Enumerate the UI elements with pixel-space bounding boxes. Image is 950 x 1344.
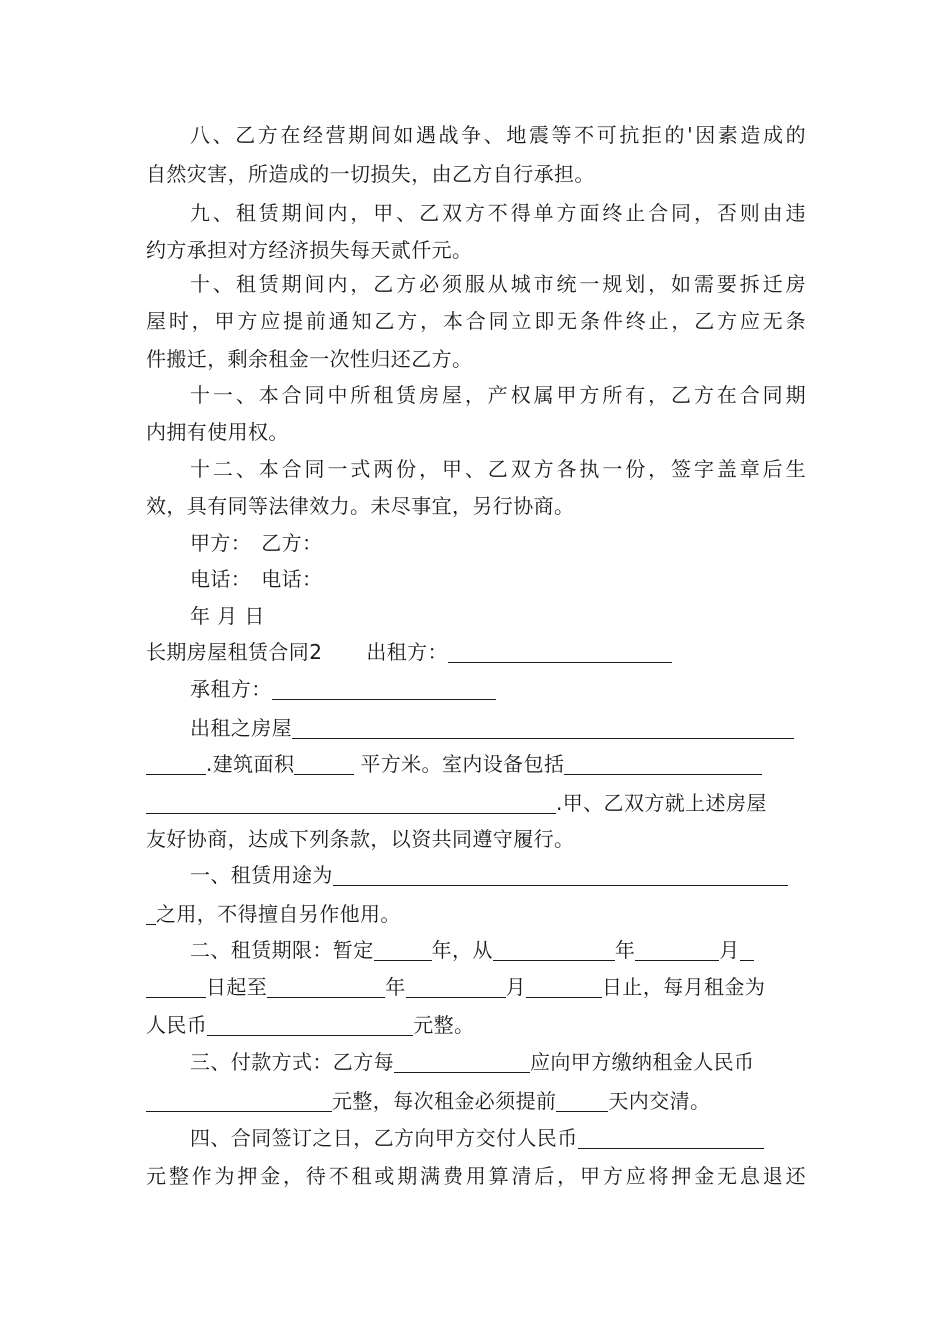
term-rent: 日止，每月租金为 [602, 975, 766, 999]
lessor-blank [448, 640, 672, 663]
lessee-label: 承租方： [190, 677, 272, 701]
house-blank [292, 716, 794, 739]
area-line [146, 747, 806, 781]
clause-12-line-1: 十二、本合同一式两份，甲、乙双方各执一份，签字盖章后生 [190, 457, 806, 481]
deposit-label: 四、合同签订之日，乙方向甲方交付人民币 [190, 1126, 578, 1150]
use-tail-line [146, 897, 806, 931]
deposit-line-1 [190, 1121, 806, 1155]
start-month-blank [635, 938, 719, 961]
house-line [190, 711, 806, 745]
negotiate-line-1 [146, 786, 806, 820]
area-unit: 平方米。室内设备包括 [360, 752, 565, 776]
rent-line [146, 1008, 806, 1042]
clause-9-line-2: 约方承担对方经济损失每天贰仟元。 [146, 238, 473, 262]
start-day-blank [740, 938, 754, 961]
use-blank [333, 863, 788, 886]
payment-line-1 [190, 1045, 806, 1079]
term-line-2 [146, 970, 806, 1004]
negotiate-text-1: .甲、乙双方就上述房屋 [556, 791, 767, 815]
pay-amount-blank [146, 1089, 332, 1112]
end-year-blank [267, 975, 385, 998]
party-b-label: 乙方： [261, 531, 323, 555]
deposit-amount-blank [578, 1126, 764, 1149]
start-year-blank [493, 938, 615, 961]
party-a-label: 甲方： [190, 531, 252, 555]
clause-10-line-3: 件搬迁，剩余租金一次性归还乙方。 [146, 347, 473, 371]
yuan-whole: 元整。 [413, 1013, 475, 1037]
pay-period-blank [394, 1050, 530, 1073]
clause-11-line-2: 内拥有使用权。 [146, 420, 289, 444]
use-blank-cont [146, 902, 156, 925]
phone-b-label: 电话： [261, 567, 323, 591]
rent-amount-blank [207, 1013, 413, 1036]
pay-to: 应向甲方缴纳租金人民币 [530, 1050, 755, 1074]
area-label: .建筑面积 [206, 752, 295, 776]
term-line-1 [190, 933, 806, 967]
use-label: 一、租赁用途为 [190, 863, 333, 887]
start-day-blank-cont [146, 975, 206, 998]
house-blank-cont [146, 752, 206, 775]
equipment-blank [564, 752, 762, 775]
deposit-line-2: 元整作为押金，待不租或期满费用算清后，甲方应将押金无息退还 [146, 1164, 806, 1188]
use-tail: 之用，不得擅自另作他用。 [156, 902, 401, 926]
clause-10-line-2: 屋时，甲方应提前通知乙方，本合同立即无条件终止，乙方应无条 [146, 309, 806, 333]
signature-phones [190, 562, 806, 596]
lessee-line [190, 672, 806, 706]
equipment-blank-cont [146, 791, 556, 814]
pay-days: 天内交清。 [608, 1089, 711, 1113]
clause-9-line-1: 九、租赁期间内，甲、乙双方不得单方面终止合同，否则由违 [190, 201, 806, 225]
house-label: 出租之房屋 [190, 716, 292, 740]
clause-10-line-1: 十、租赁期间内，乙方必须服从城市统一规划，如需要拆迁房 [190, 272, 806, 296]
contract-2-heading-line [146, 635, 806, 669]
pay-yuan: 元整，每次租金必须提前 [332, 1089, 557, 1113]
clause-8-line-1: 八、乙方在经营期间如遇战争、地震等不可抗拒的'因素造成的 [190, 123, 806, 147]
area-blank [294, 752, 354, 775]
pay-label: 三、付款方式：乙方每 [190, 1050, 394, 1074]
signature-parties [190, 526, 806, 560]
term-label: 二、租赁期限：暂定 [190, 938, 374, 962]
clause-12-line-2: 效，具有同等法律效力。未尽事宜，另行协商。 [146, 494, 575, 518]
clause-8-line-2: 自然灾害，所造成的一切损失，由乙方自行承担。 [146, 162, 595, 186]
lessor-label: 出租方： [366, 640, 448, 664]
contract-2-title: 长期房屋租赁合同2 [146, 640, 323, 664]
negotiate-line-2: 友好协商，达成下列条款，以资共同遵守履行。 [146, 827, 575, 851]
term-month2: 月 [505, 975, 527, 999]
payment-line-2 [146, 1084, 806, 1118]
term-day-from: 日起至 [206, 975, 268, 999]
term-month: 月 [719, 938, 740, 962]
end-month-blank [406, 975, 506, 998]
term-years-blank [374, 938, 432, 961]
lessee-blank [272, 677, 496, 700]
term-year2: 年 [614, 938, 636, 962]
rmb-label: 人民币 [146, 1013, 208, 1037]
pay-days-blank [556, 1089, 608, 1112]
clause-11-line-1: 十一、本合同中所租赁房屋，产权属甲方所有，乙方在合同期 [190, 383, 806, 407]
use-line [190, 858, 806, 892]
signature-date: 年 月 日 [190, 604, 265, 628]
phone-a-label: 电话： [190, 567, 252, 591]
term-year: 年，从 [431, 938, 493, 962]
end-day-blank [526, 975, 602, 998]
term-year3: 年 [385, 975, 406, 999]
